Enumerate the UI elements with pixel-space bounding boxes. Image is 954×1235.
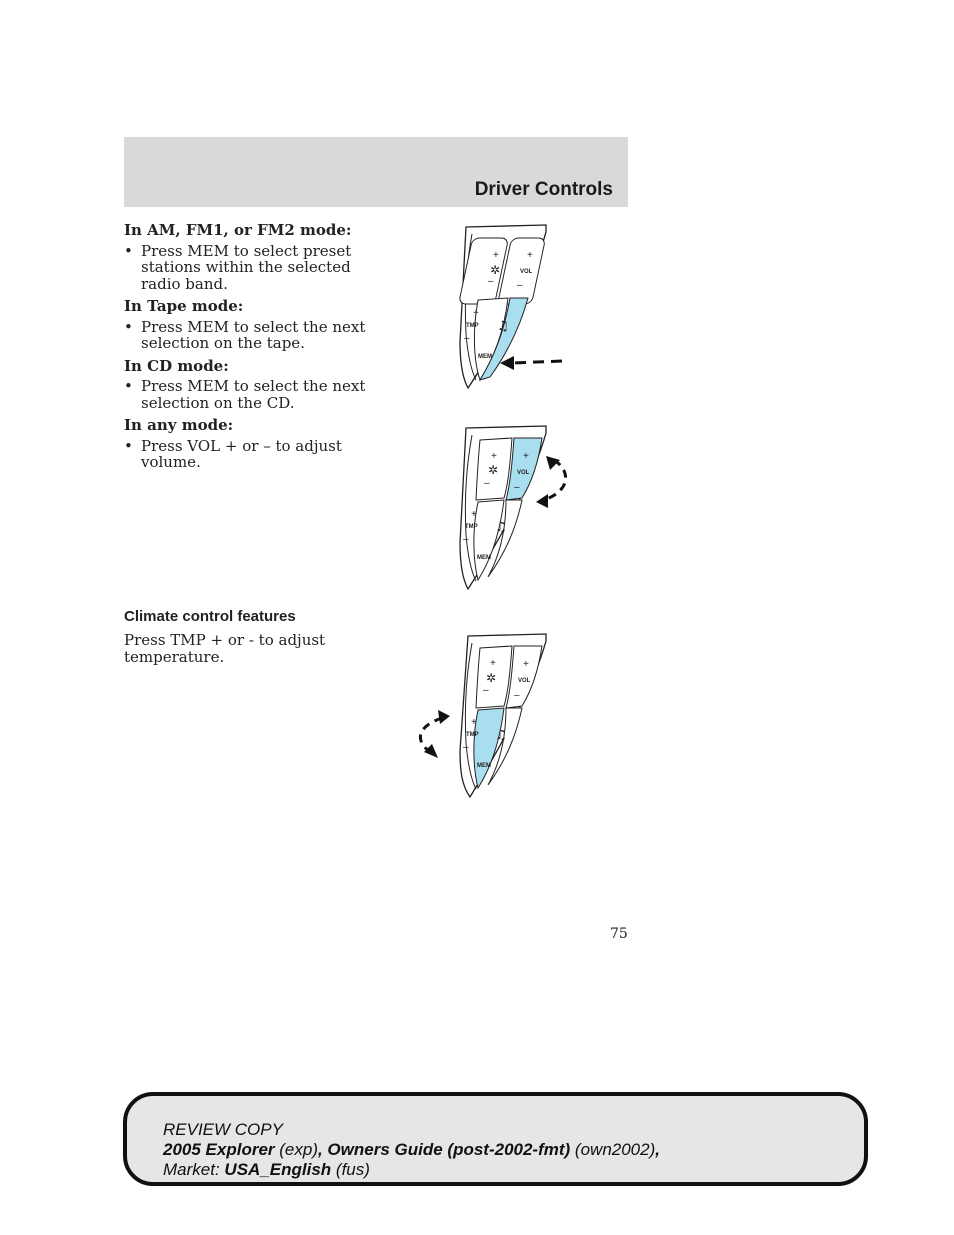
minus-label: –	[484, 478, 490, 489]
tmp-label: TMP	[466, 323, 479, 329]
bullet-item	[124, 438, 384, 471]
mem-label: MEM	[478, 354, 492, 360]
bullet-text: Press MEM to select the next selection on the CD.	[141, 377, 366, 412]
plus-label: +	[490, 658, 496, 669]
page-number: 75	[610, 926, 628, 942]
steering-controls-figure-mem	[420, 222, 580, 392]
steering-controls-figure-tmp	[410, 630, 560, 800]
mem-label: MEM	[477, 763, 491, 769]
vol-label: VOL	[520, 269, 533, 275]
footer-model: 2005 Explorer	[163, 1140, 275, 1159]
header-band	[124, 137, 628, 207]
mode-heading: In Tape mode:	[124, 297, 244, 315]
plus-label: +	[527, 250, 533, 261]
tmp-label: TMP	[466, 732, 479, 738]
section-title: Driver Controls	[474, 179, 613, 200]
arrowhead-icon	[438, 710, 450, 724]
minus-label: –	[488, 276, 494, 287]
climate-body: Press TMP + or - to adjust temperature.	[124, 631, 326, 666]
plus-label: +	[523, 659, 529, 670]
rotate-arrow-icon	[544, 460, 566, 500]
mem-label: MEM	[477, 555, 491, 561]
plus-label: +	[493, 250, 499, 261]
review-copy-footer	[123, 1092, 868, 1186]
minus-label: –	[464, 333, 470, 344]
plus-label: +	[471, 717, 477, 728]
bullet-text: Press VOL + or – to adjust volume.	[141, 436, 342, 471]
fan-icon: ✲	[486, 671, 497, 685]
steering-controls-figure-vol	[420, 420, 580, 590]
tmp-label: TMP	[465, 524, 478, 530]
music-note-icon: ♫	[495, 520, 507, 535]
fan-icon: ✲	[488, 463, 499, 477]
minus-label: –	[517, 280, 523, 291]
footer-market: USA_English	[224, 1160, 332, 1179]
plus-label: +	[473, 308, 479, 319]
music-note-icon: ♫	[495, 728, 507, 743]
footer-market-label: Market:	[163, 1160, 220, 1179]
vol-label: VOL	[517, 470, 530, 476]
climate-heading: Climate control features	[124, 608, 296, 625]
bullet-item	[124, 319, 384, 352]
mode-heading: In AM, FM1, or FM2 mode:	[124, 221, 352, 239]
footer-comma: ,	[655, 1140, 660, 1159]
mode-heading: In CD mode:	[124, 356, 229, 375]
music-note-icon: ♫	[497, 319, 509, 334]
minus-label: –	[463, 534, 469, 545]
minus-label: –	[483, 685, 489, 696]
arrowhead-icon	[424, 744, 438, 758]
footer-guide-code: (own2002)	[574, 1140, 656, 1159]
footer-review-copy: REVIEW COPY	[163, 1120, 283, 1139]
plus-label: +	[491, 451, 497, 462]
bullet-item	[124, 243, 384, 293]
footer-model-code: (exp)	[279, 1140, 318, 1159]
plus-label: +	[523, 451, 529, 462]
bullet-item	[124, 378, 384, 411]
mode-heading: In any mode:	[124, 416, 234, 434]
bullet-icon: •	[124, 317, 133, 336]
plus-label: +	[471, 509, 477, 520]
footer-market-code: (fus)	[335, 1160, 370, 1179]
bullet-text: Press MEM to select preset stations within the selected radio band.	[141, 241, 352, 293]
fan-icon: ✲	[490, 263, 501, 277]
minus-label: –	[514, 482, 520, 493]
bullet-text: Press MEM to select the next selection on the tape.	[141, 317, 366, 352]
arrowhead-icon	[536, 494, 548, 508]
bullet-icon: •	[124, 241, 133, 260]
vol-label: VOL	[518, 678, 531, 684]
bullet-icon: •	[124, 377, 133, 395]
minus-label: –	[514, 690, 520, 701]
radio-instructions	[124, 222, 384, 477]
minus-label: –	[463, 742, 469, 753]
bullet-icon: •	[124, 436, 133, 455]
footer-guide: , Owners Guide (post-2002-fmt)	[317, 1140, 571, 1159]
pointer-arrow-icon	[512, 361, 562, 363]
